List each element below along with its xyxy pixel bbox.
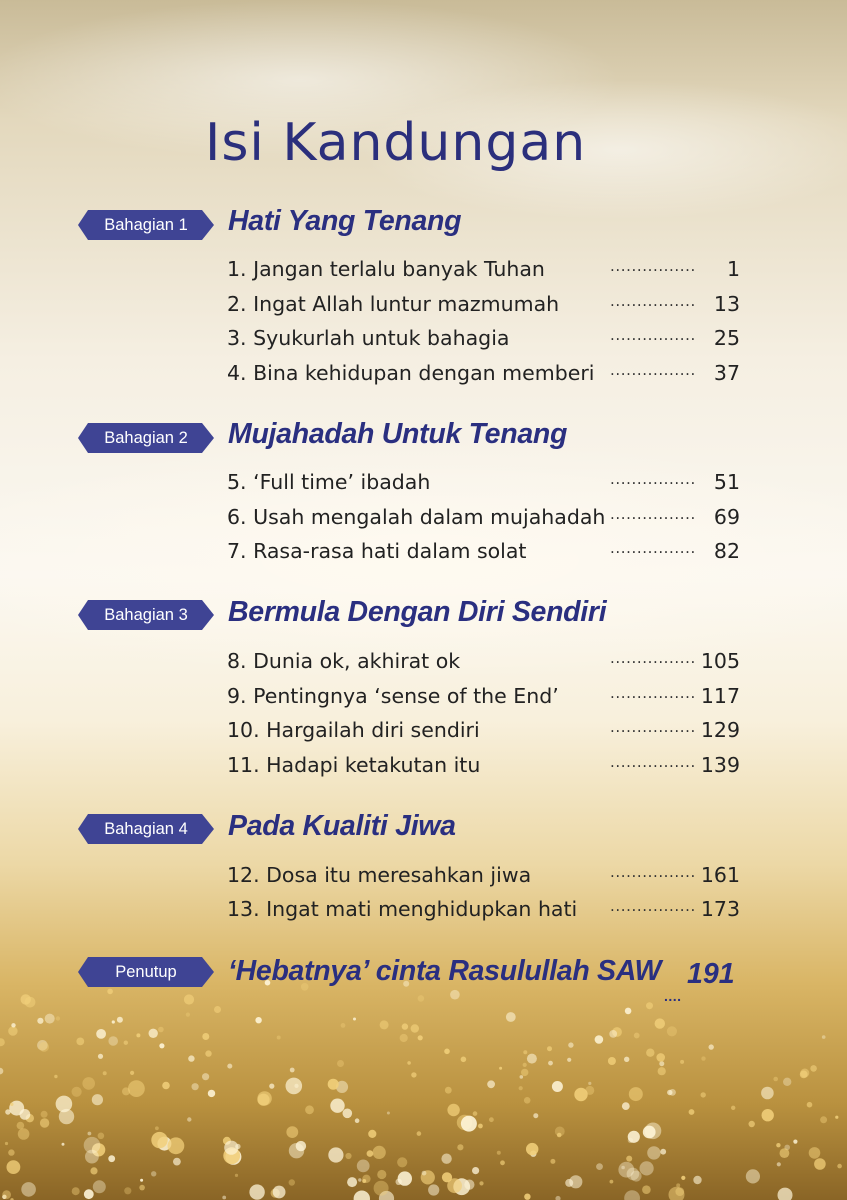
entry-label: 9. Pentingnya ‘sense of the End’ — [227, 684, 559, 708]
entry-label: 11. Hadapi ketakutan itu — [227, 753, 481, 777]
toc-entry[interactable] — [0, 753, 847, 783]
toc-entry[interactable] — [0, 470, 847, 500]
entry-label: 1. Jangan terlalu banyak Tuhan — [227, 257, 545, 281]
entry-label: 4. Bina kehidupan dengan memberi — [227, 361, 595, 385]
leader-dots: ................ — [610, 863, 696, 881]
toc-entry[interactable] — [0, 897, 847, 927]
section-badge-label: Bahagian 4 — [104, 820, 188, 838]
closing-page-number: 191 — [687, 958, 735, 990]
section-title[interactable]: Bermula Dengan Diri Sendiri — [228, 596, 607, 628]
leader-dots: ................ — [610, 505, 696, 523]
leader-dots: ................ — [610, 470, 696, 488]
entry-label: 2. Ingat Allah luntur mazmumah — [227, 292, 560, 316]
entry-label: 7. Rasa-rasa hati dalam solat — [227, 539, 527, 563]
toc-entry[interactable] — [0, 361, 847, 391]
leader-dots: ................ — [610, 718, 696, 736]
section-badge — [78, 600, 214, 630]
page-title: Isi Kandungan — [205, 113, 587, 173]
leader-dots: ................ — [610, 257, 696, 275]
leader-dots: ................ — [610, 684, 696, 702]
toc-entry[interactable] — [0, 257, 847, 287]
section-badge — [78, 423, 214, 453]
entry-label: 12. Dosa itu meresahkan jiwa — [227, 863, 532, 887]
section-title[interactable]: Pada Kualiti Jiwa — [228, 810, 456, 842]
closing-leader-dots: .... — [664, 988, 682, 1004]
entry-page-number: 117 — [700, 684, 740, 708]
leader-dots: ................ — [610, 292, 696, 310]
closing-badge — [78, 957, 214, 987]
entry-label: 5. ‘Full time’ ibadah — [227, 470, 431, 494]
leader-dots: ................ — [610, 326, 696, 344]
entry-label: 6. Usah mengalah dalam mujahadah — [227, 505, 606, 529]
section-title[interactable]: Mujahadah Untuk Tenang — [228, 418, 568, 450]
entry-page-number: 82 — [713, 539, 740, 563]
section-badge — [78, 814, 214, 844]
entry-label: 13. Ingat mati menghidupkan hati — [227, 897, 578, 921]
entry-page-number: 105 — [700, 649, 740, 673]
entry-label: 10. Hargailah diri sendiri — [227, 718, 480, 742]
entry-label: 3. Syukurlah untuk bahagia — [227, 326, 510, 350]
entry-page-number: 139 — [700, 753, 740, 777]
toc-entry[interactable] — [0, 863, 847, 893]
leader-dots: ................ — [610, 753, 696, 771]
leader-dots: ................ — [610, 897, 696, 915]
leader-dots: ................ — [610, 539, 696, 557]
section-badge-label: Bahagian 2 — [104, 429, 188, 447]
entry-page-number: 1 — [726, 257, 740, 281]
section-badge-label: Bahagian 1 — [104, 216, 188, 234]
toc-entry[interactable] — [0, 718, 847, 748]
leader-dots: ................ — [610, 649, 696, 667]
section-title[interactable]: Hati Yang Tenang — [228, 205, 462, 237]
section-badge — [78, 210, 214, 240]
leader-dots: ................ — [610, 361, 696, 379]
toc-entry[interactable] — [0, 326, 847, 356]
toc-entry[interactable] — [0, 539, 847, 569]
toc-entry[interactable] — [0, 505, 847, 535]
toc-entry[interactable] — [0, 292, 847, 322]
entry-page-number: 129 — [700, 718, 740, 742]
entry-page-number: 13 — [713, 292, 740, 316]
toc-entry[interactable] — [0, 649, 847, 679]
entry-page-number: 37 — [713, 361, 740, 385]
entry-page-number: 25 — [713, 326, 740, 350]
closing-badge-label: Penutup — [115, 963, 177, 981]
toc-entry[interactable] — [0, 684, 847, 714]
entry-page-number: 161 — [700, 863, 740, 887]
entry-page-number: 173 — [700, 897, 740, 921]
closing-title[interactable]: ‘Hebatnya’ cinta Rasulullah SAW — [228, 955, 662, 987]
entry-page-number: 69 — [713, 505, 740, 529]
section-badge-label: Bahagian 3 — [104, 606, 188, 624]
entry-page-number: 51 — [713, 470, 740, 494]
entry-label: 8. Dunia ok, akhirat ok — [227, 649, 461, 673]
